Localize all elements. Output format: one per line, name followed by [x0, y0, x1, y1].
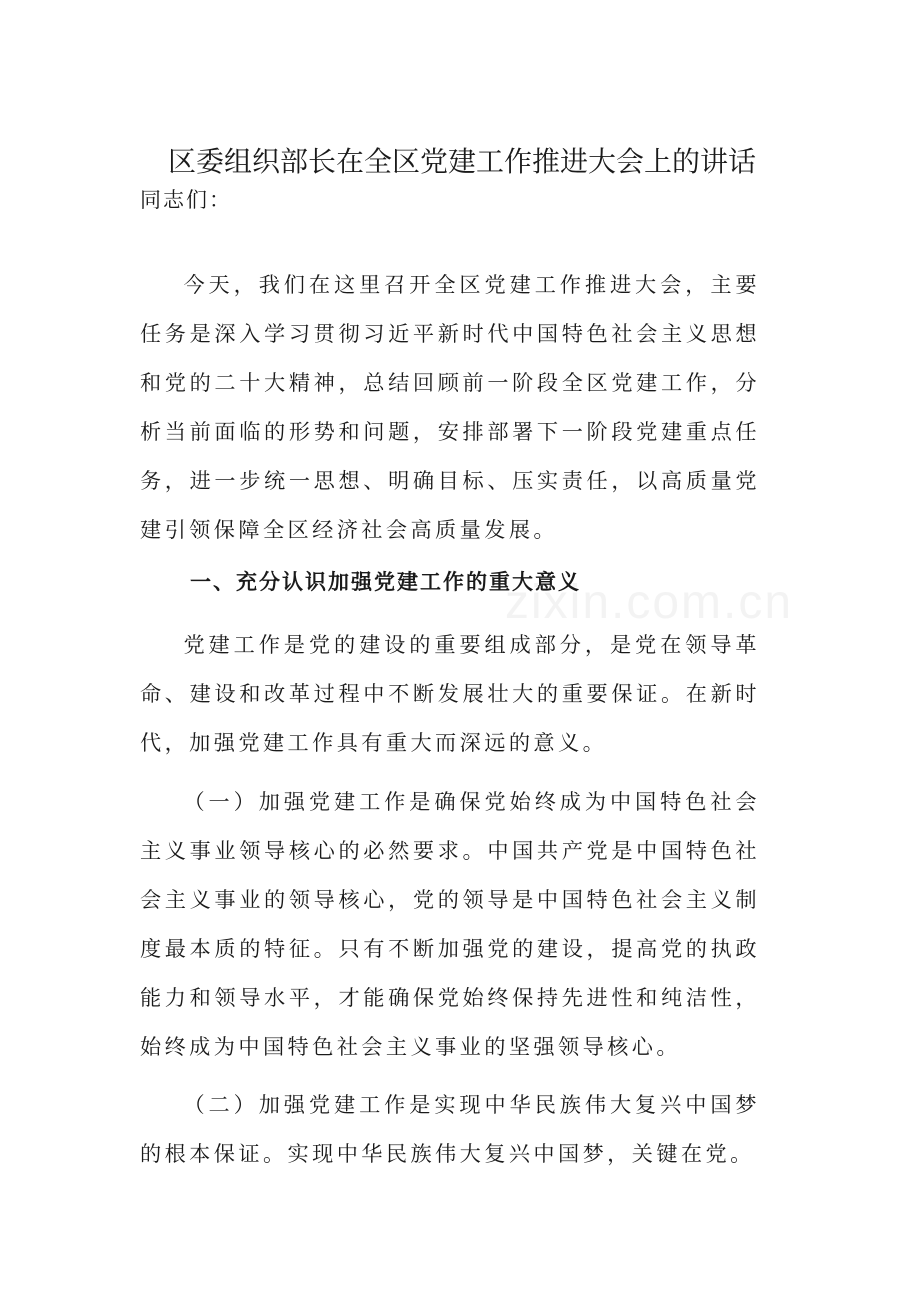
- section-heading: 一、充分认识加强党建工作的重大意义: [190, 570, 581, 594]
- intro-paragraph: 今天，我们在这里召开全区党建工作推进大会，主要任务是深入学习贯彻习近平新时代中国特色社会主义思想和党的二十大精神，总结回顾前一阶段全区党建工作，分析当前面临的形势和问题，安排部署下一阶段党建重点任务，进一步统一思想、明确目标、压实责任，以高质量党建引领保障全区经济社会高质量发展。: [140, 272, 760, 542]
- salutation: 同志们：: [140, 188, 232, 212]
- point-one-paragraph: （一）加强党建工作是确保党始终成为中国特色社会主义事业领导核心的必然要求。中国共产党是中国特色社会主义事业的领导核心，党的领导是中国特色社会主义制度最本质的特征。只有不断加强党的建设，提高党的执政能力和领导水平，才能确保党始终保持先进性和纯洁性，始终成为中国特色社会主义事业的坚强领导核心。: [140, 789, 760, 1059]
- document-title: 区委组织部长在全区党建工作推进大会上的讲话: [168, 145, 757, 178]
- point-two-paragraph: （二）加强党建工作是实现中华民族伟大复兴中国梦的根本保证。实现中华民族伟大复兴中国梦，关键在党。: [140, 1092, 760, 1166]
- section-intro-paragraph: 党建工作是党的建设的重要组成部分，是党在领导革命、建设和改革过程中不断发展壮大的重要保证。在新时代，加强党建工作具有重大而深远的意义。: [140, 632, 760, 755]
- watermark: zixin.com.cn: [505, 576, 794, 629]
